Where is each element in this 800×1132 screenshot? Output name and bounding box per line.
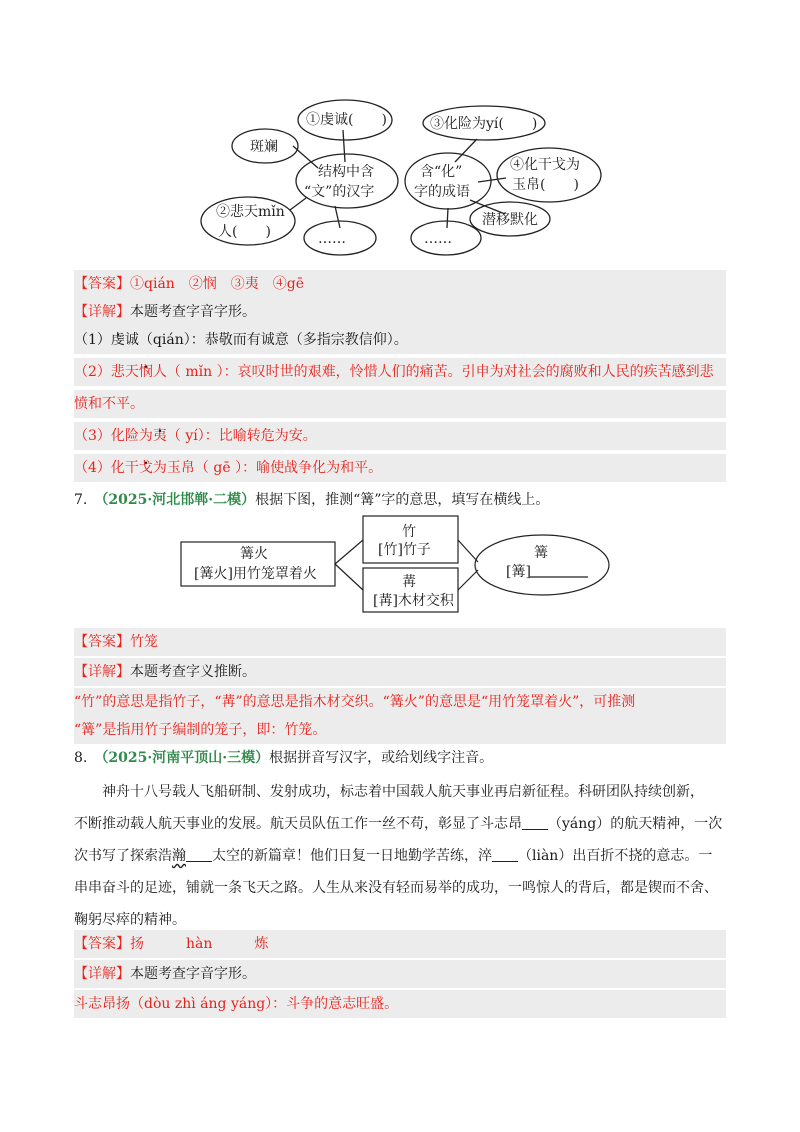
q8-answer-text: 扬 hàn 炼 xyxy=(130,936,269,952)
q7-answer-line xyxy=(74,628,726,656)
q6-answer-text: ①qián ②悯 ③夷 ④gē xyxy=(130,276,305,292)
q6-answer-line xyxy=(74,270,726,298)
q8-passage-line-3 xyxy=(74,840,726,872)
q7-box-left-text: [篝火]用竹笼罩着火 xyxy=(194,566,317,582)
mindmap1-center-1: 结构中含 xyxy=(318,164,374,180)
q6-explain-1-text: 诚（qián）：恭敬而有诚意（多指宗教信仰）。 xyxy=(124,332,408,348)
mindmap2-node-3: 潜移默化 xyxy=(482,212,538,228)
mindmap-figure xyxy=(0,0,800,270)
q8-passage-line-4: 串串奋斗的足迹，铺就一条飞天之路。人生从来没有轻而易举的成功，一鸣惊人的背后，都是锲而不舍、 xyxy=(74,880,718,896)
q6-detail-text: 本题考查字音字形。 xyxy=(130,304,256,320)
underlined-char-han: 瀚 xyxy=(172,848,186,864)
q8-number: 8. xyxy=(74,750,88,766)
q8-passage-line-5: 鞠躬尽瘁的精神。 xyxy=(74,912,186,928)
answer-tag: 【答案】 xyxy=(74,634,130,650)
q8-passage xyxy=(74,776,726,936)
q6-explain-2-continued: 愤和不平。 xyxy=(74,396,144,412)
q6-explain-1-prefix: （1） xyxy=(74,332,111,348)
answer-tag: 【答案】 xyxy=(74,936,130,952)
mindmap2-node-2a: ④化干戈为 xyxy=(510,157,580,173)
q6-explain-2-dotted-char: 悯 xyxy=(138,364,153,380)
q7-oval-text: [篝] xyxy=(506,564,531,580)
mindmap2-node-4: …… xyxy=(424,231,452,247)
q6-explain-1-dotted-char: 虔 xyxy=(110,332,125,348)
q6-explain-3-prefix: （3）化险为 xyxy=(74,428,153,444)
q6-explain-2-text: 人（ mǐn ）：哀叹时世的艰难，怜惜人们的痛苦。引申为对社会的腐败和人民的疾苦感到悲 xyxy=(152,364,714,380)
q6-explain-4-prefix: （4）化干 xyxy=(74,460,139,476)
q6-explain-3 xyxy=(74,422,726,450)
q7-box-top-text: [竹]竹子 xyxy=(378,542,431,558)
q7-explain-1 xyxy=(74,688,726,716)
q6-explain-2-prefix: （2）悲天 xyxy=(74,364,139,380)
blank-lian[interactable] xyxy=(492,847,518,862)
q8-passage-line-3c: 太空的新篇章！他们日复一日地勤学苦练，淬 xyxy=(212,848,492,864)
q8-passage-line-1: 神舟十八号载人飞船研制、发射成功，标志着中国载人航天事业再启新征程。科研团队持续创新， xyxy=(74,784,704,800)
q7-answer-text: 竹笼 xyxy=(130,634,158,650)
q6-explain-3-text: （ yí）：比喻转危为安。 xyxy=(166,428,317,444)
q8-passage-line-2a: 不断推动载人航天事业的发展。航天员队伍工作一丝不苟，彰显了斗志昂 xyxy=(74,816,522,832)
q8-explain-1-text: 斗志昂扬（dòu zhì áng yáng）：斗争的意志旺盛。 xyxy=(74,996,399,1012)
q7-explain-2-text: “篝”是指用竹子编制的笼子，即：竹笼。 xyxy=(74,722,327,738)
q8-explain-1 xyxy=(74,990,726,1018)
mindmap1-node-3b: 人( ) xyxy=(218,224,271,240)
q7-oval-title: 篝 xyxy=(534,545,548,561)
q7-stem xyxy=(74,486,726,514)
q8-passage-line-3a: 次书写了探索浩 xyxy=(74,848,172,864)
q8-source: （2025·河南平顶山·三模） xyxy=(101,750,270,766)
mindmap2-node-1: ③化险为yí( ) xyxy=(430,116,538,132)
q8-detail-line xyxy=(74,960,726,988)
detail-tag: 【详解】 xyxy=(74,304,130,320)
q6-explain-3-dotted-char: 夷 xyxy=(152,428,167,444)
mindmap1-node-3a: ②悲天mǐn xyxy=(216,204,285,220)
q7-diagram xyxy=(0,512,800,624)
q7-explain-2 xyxy=(74,716,726,744)
q6-explain-4 xyxy=(74,454,726,482)
blank-yang[interactable] xyxy=(522,815,548,830)
blank-han[interactable] xyxy=(186,847,212,862)
q7-box-bottom-text: [冓]木材交积 xyxy=(373,593,454,609)
q7-explain-1-text: “竹”的意思是指竹子，“冓”的意思是指木材交织。“篝火”的意思是“用竹笼罩着火”，可推测 xyxy=(74,694,636,710)
q6-explain-4-dotted-char: 戈 xyxy=(138,460,153,476)
detail-tag: 【详解】 xyxy=(74,966,130,982)
mindmap2-node-2b: 玉帛( ) xyxy=(512,177,579,193)
mindmap1-node-1: ①虔诚( ) xyxy=(306,112,387,128)
q8-passage-line-3d: （liàn）出百折不挠的意志。一 xyxy=(518,848,713,864)
q7-number: 7. xyxy=(74,492,88,508)
mindmap2-center-1: 含“化” xyxy=(420,164,463,180)
q7-box-bottom-title: 冓 xyxy=(402,574,416,590)
mindmap1-node-4: …… xyxy=(318,231,346,247)
q8-stem xyxy=(74,744,726,772)
mindmap2-center-2: 字的成语 xyxy=(414,184,470,200)
q7-box-top-title: 竹 xyxy=(402,524,416,540)
q6-explain-1 xyxy=(74,326,726,354)
q8-detail-text: 本题考查字音字形。 xyxy=(130,966,256,982)
answer-tag: 【答案】 xyxy=(74,276,130,292)
q7-stem-text: 根据下图，推测“篝”字的意思，填写在横线上。 xyxy=(255,492,550,508)
detail-tag: 【详解】 xyxy=(74,664,130,680)
q6-detail-line xyxy=(74,298,726,326)
q8-passage-line-2 xyxy=(74,808,726,840)
mindmap1-node-2: 斑斓 xyxy=(250,139,278,155)
mindmap1-center-2: “文”的汉字 xyxy=(304,184,375,200)
q8-answer-line xyxy=(74,930,726,958)
q7-detail-text: 本题考查字义推断。 xyxy=(130,664,256,680)
q6-explain-2 xyxy=(74,358,726,386)
q6-explain-4-text: 为玉帛（ gē ）：喻使战争化为和平。 xyxy=(152,460,383,476)
q6-explain-2-cont xyxy=(74,390,726,418)
q8-passage-line-2b: （yáng）的航天精神，一次 xyxy=(548,816,723,832)
q8-stem-text: 根据拼音写汉字，或给划线字注音。 xyxy=(269,750,494,766)
q7-detail-line xyxy=(74,658,726,686)
q7-box-left-title: 篝火 xyxy=(240,546,268,562)
q7-source: （2025·河北邯郸·二模） xyxy=(101,492,256,508)
